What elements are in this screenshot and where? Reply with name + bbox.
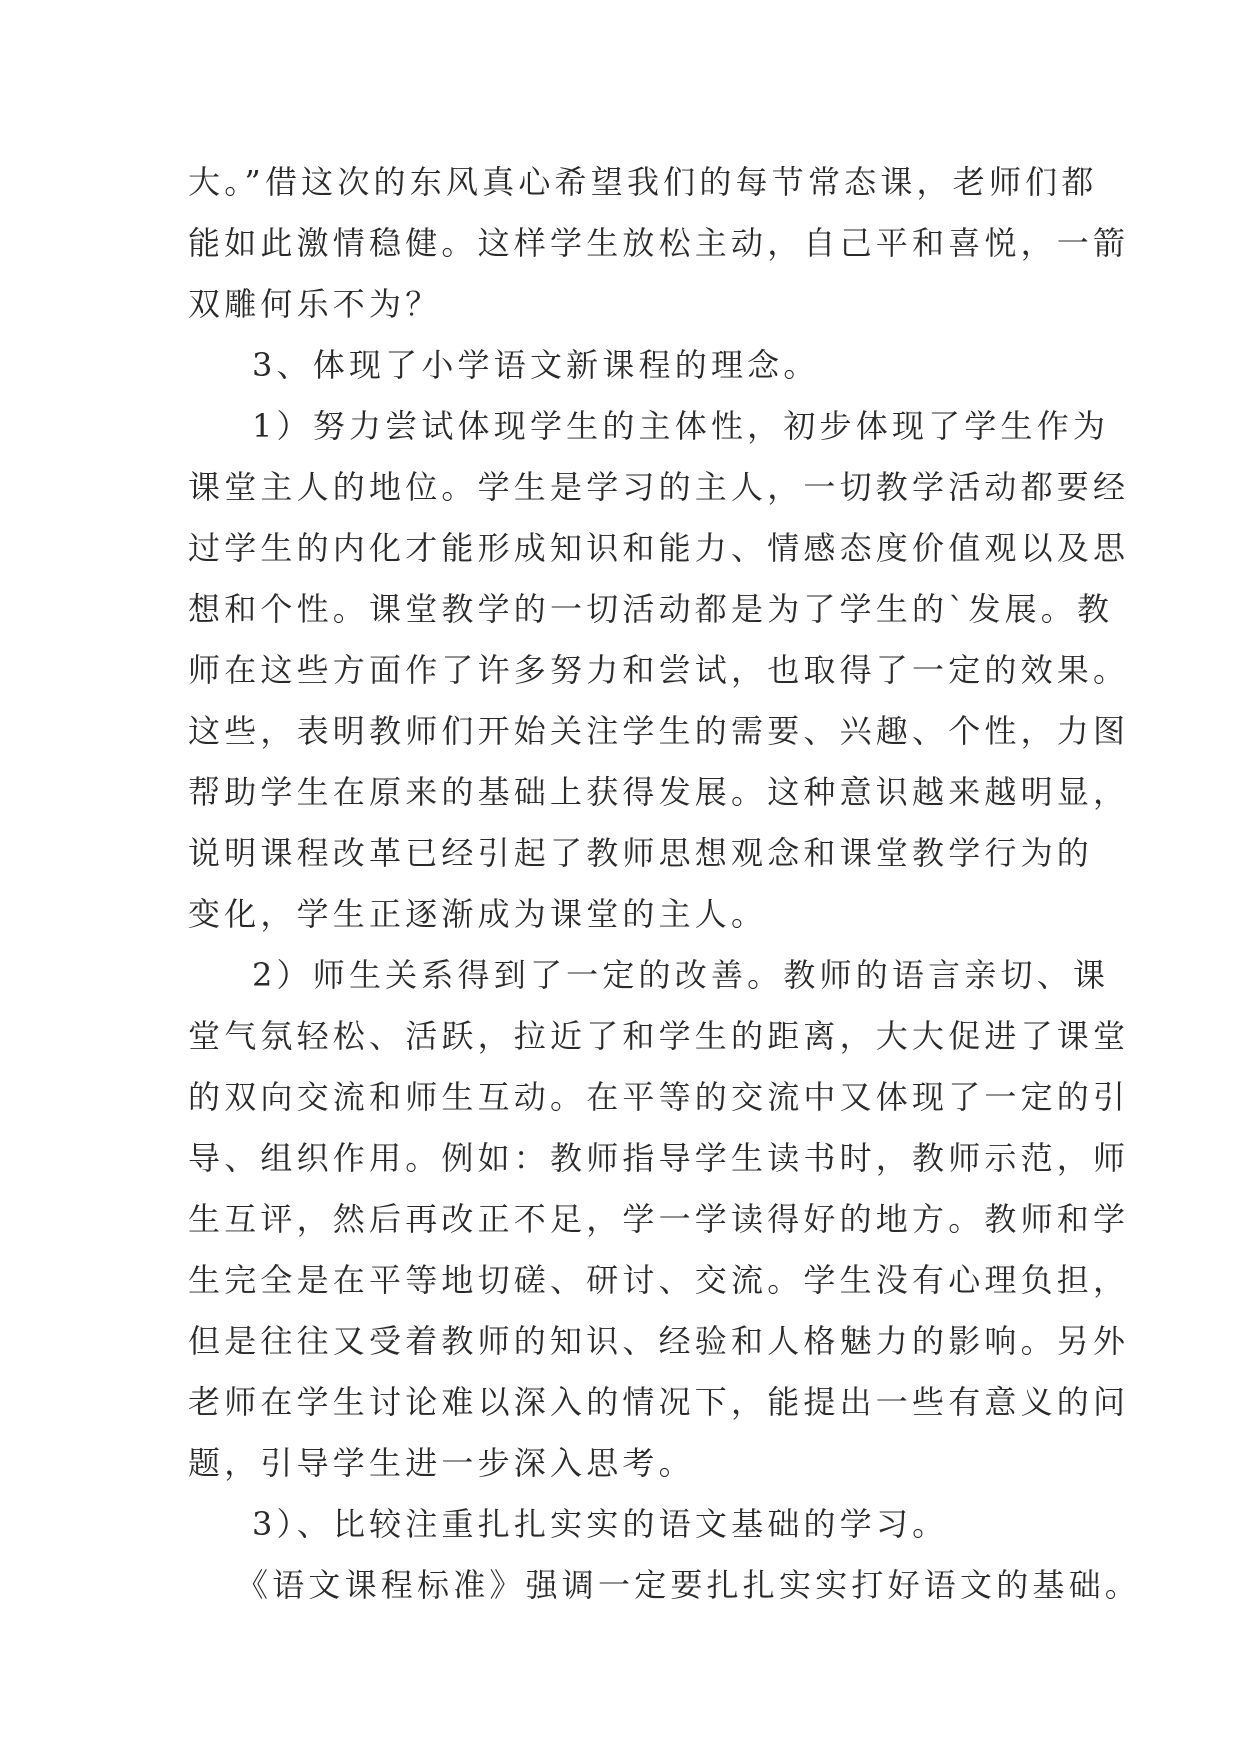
paragraph-point-3 xyxy=(188,1494,1058,1555)
text-line: 能如此激情稳健。这样学生放松主动，自己平和喜悦，一箭 xyxy=(188,224,1130,262)
section-heading-3 xyxy=(188,335,1058,396)
text-line: 题，引导学生进一步深入思考。 xyxy=(188,1444,695,1482)
body-text xyxy=(188,152,1142,1616)
text-line: 1）努力尝试体现学生的主体性，初步体现了学生作为 xyxy=(252,407,1110,445)
text-line: 《语文课程标准》强调一定要扎扎实实打好语文的基础。 xyxy=(236,1566,1142,1604)
text-line: 老师在学生讨论难以深入的情况下，能提出一些有意义的问 xyxy=(188,1383,1130,1421)
text-line: 想和个性。课堂教学的一切活动都是为了学生的`发展。教 xyxy=(188,590,1114,628)
text-line: 生完全是在平等地切磋、研讨、交流。学生没有心理负担， xyxy=(188,1261,1130,1299)
text-line: 双雕何乐不为？ xyxy=(188,285,442,323)
text-line: 说明课程改革已经引起了教师思想观念和课堂教学行为的 xyxy=(188,834,1094,872)
text-line: 3）、比较注重扎扎实实的语文基础的学习。 xyxy=(252,1505,949,1543)
text-line: 过学生的内化才能形成知识和能力、情感态度价值观以及思 xyxy=(188,529,1130,567)
paragraph-continuation xyxy=(188,152,1130,335)
text-line: 帮助学生在原来的基础上获得发展。这种意识越来越明显， xyxy=(188,773,1130,811)
text-line: 的双向交流和师生互动。在平等的交流中又体现了一定的引 xyxy=(188,1078,1130,1116)
text-line: 变化，学生正逐渐成为课堂的主人。 xyxy=(188,895,768,933)
text-line: 大。”借这次的东风真心希望我们的每节常态课，老师们都 xyxy=(188,163,1098,201)
text-line: 但是往往又受着教师的知识、经验和人格魅力的影响。另外 xyxy=(188,1322,1130,1360)
paragraph-point-1 xyxy=(188,396,1130,945)
text-line: 导、组织作用。例如：教师指导学生读书时，教师示范，师 xyxy=(188,1139,1130,1177)
text-line: 生互评，然后再改正不足，学一学读得好的地方。教师和学 xyxy=(188,1200,1130,1238)
text-line: 这些，表明教师们开始关注学生的需要、兴趣、个性，力图 xyxy=(188,712,1130,750)
text-line: 课堂主人的地位。学生是学习的主人，一切教学活动都要经 xyxy=(188,468,1130,506)
paragraph-standard xyxy=(188,1555,1142,1616)
paragraph-point-2 xyxy=(188,945,1130,1494)
text-line: 堂气氛轻松、活跃，拉近了和学生的距离，大大促进了课堂 xyxy=(188,1017,1130,1055)
text-line: 师在这些方面作了许多努力和尝试，也取得了一定的效果。 xyxy=(188,651,1130,689)
heading-line: 3、体现了小学语文新课程的理念。 xyxy=(252,346,820,384)
text-line: 2）师生关系得到了一定的改善。教师的语言亲切、课 xyxy=(252,956,1110,994)
